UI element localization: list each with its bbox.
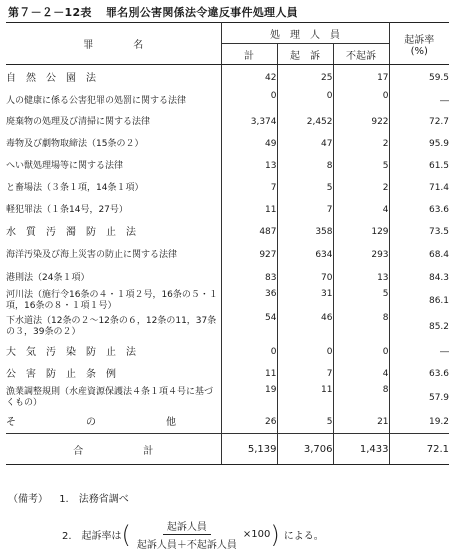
prosecuted-cell: 7 [277, 363, 333, 385]
offense-name [6, 199, 221, 221]
total-cell: 3,374 [221, 111, 277, 133]
header-row-1 [6, 23, 449, 44]
not-prosecuted-cell: 13 [333, 267, 389, 289]
total-total-cell: 5,139 [221, 434, 277, 465]
notes-label: （備考） [8, 494, 48, 505]
offense-name-text: と畜場法（３条１項，14条１項） [6, 182, 144, 193]
rate-cell: 86.1 [389, 289, 449, 313]
offense-name [6, 313, 221, 341]
offense-name-text: へい獣処理場等に関する法律 [6, 160, 124, 171]
offense-name-text: 港則法（24条１項） [6, 272, 90, 283]
table-row [6, 155, 449, 177]
prosecuted-cell: 0 [277, 341, 333, 363]
rate-cell: ― [389, 341, 449, 363]
formula-numerator: 起訴人員 [163, 518, 211, 535]
total-cell: 19 [221, 385, 277, 411]
offense-name-text: 大気汚染防止法 [6, 346, 146, 358]
prosecuted-cell: 0 [277, 91, 333, 111]
offense-name [6, 267, 221, 289]
not-prosecuted-cell: 922 [333, 111, 389, 133]
offense-name-text: 毒物及び劇物取締法（15条の２） [6, 138, 144, 149]
note-2-suffix: による。 [283, 531, 324, 542]
rate-cell: 59.5 [389, 65, 449, 92]
offense-name-text: 自然公園法 [6, 72, 106, 84]
offense-name [6, 65, 221, 92]
table-row [6, 133, 449, 155]
total-cell: 36 [221, 289, 277, 313]
offense-name-text: 軽犯罪法（１条14号，27号） [6, 204, 128, 215]
rate-formula-fraction [133, 518, 241, 551]
right-paren: ) [270, 520, 280, 549]
offense-name [6, 289, 221, 313]
offense-name-text: 下水道法（12条の２～12条の６，12条の11，37条の３，39条の２） [6, 316, 217, 337]
prosecuted-cell: 25 [277, 65, 333, 92]
offense-name [6, 177, 221, 199]
total-cell: 7 [221, 177, 277, 199]
rate-cell: 73.5 [389, 221, 449, 243]
left-paren: ( [121, 520, 131, 549]
table-row [6, 111, 449, 133]
not-prosecuted-cell: 0 [333, 91, 389, 111]
table-row [6, 199, 449, 221]
rate-cell: 85.2 [389, 313, 449, 341]
rate-cell: 63.6 [389, 363, 449, 385]
formula-denominator: 起訴人員＋不起訴人員 [136, 540, 237, 551]
offense-name [6, 91, 221, 111]
table-row [6, 313, 449, 341]
total-label: 合 計 [6, 434, 221, 465]
table-row [6, 221, 449, 243]
not-prosecuted-cell: 8 [333, 385, 389, 411]
rate-header [389, 23, 449, 65]
rate-cell: 84.3 [389, 267, 449, 289]
not-prosecuted-cell: 5 [333, 155, 389, 177]
rate-cell: 63.6 [389, 199, 449, 221]
offense-name-text: 河川法（施行令16条の４・１項２号，16条の５・１項，16条の８・１項１号） [6, 290, 218, 311]
note-1: 1. 法務省調べ [59, 494, 129, 505]
offense-name-text: 廃棄物の処理及び清掃に関する法律 [6, 116, 151, 127]
not-prosecuted-cell: 2 [333, 177, 389, 199]
total-cell: 54 [221, 313, 277, 341]
rate-cell: 19.2 [389, 411, 449, 434]
prosecuted-cell: 47 [277, 133, 333, 155]
not-prosecuted-cell: 129 [333, 221, 389, 243]
rate-cell: 71.4 [389, 177, 449, 199]
offense-name-text: 海洋汚染及び海上災害の防止に関する法律 [6, 249, 178, 260]
prosecuted-cell: 70 [277, 267, 333, 289]
table-number: 第７－２－12表 [8, 6, 92, 19]
rate-header-label: 起訴率 [404, 34, 435, 46]
not-prosecuted-cell: 293 [333, 243, 389, 267]
prosecuted-cell: 634 [277, 243, 333, 267]
note-2-prefix: 2. 起訴率は [62, 531, 122, 542]
total-cell: 927 [221, 243, 277, 267]
table-row [6, 385, 449, 411]
offense-name [6, 133, 221, 155]
total-rate-cell: 72.1 [389, 434, 449, 465]
rate-cell: ― [389, 91, 449, 111]
total-cell: 487 [221, 221, 277, 243]
prosecuted-cell: 8 [277, 155, 333, 177]
rate-cell: 57.9 [389, 385, 449, 411]
table-row [6, 65, 449, 92]
total-cell: 11 [221, 199, 277, 221]
offense-name [6, 111, 221, 133]
offense-name [6, 411, 221, 434]
not-prosecuted-cell: 17 [333, 65, 389, 92]
prosecuted-cell: 2,452 [277, 111, 333, 133]
prosecuted-cell: 11 [277, 385, 333, 411]
offense-name [6, 221, 221, 243]
total-cell: 42 [221, 65, 277, 92]
prosecuted-header: 起 訴 [277, 44, 333, 65]
prosecuted-cell: 31 [277, 289, 333, 313]
rate-cell: 95.9 [389, 133, 449, 155]
not-prosecuted-cell: 2 [333, 133, 389, 155]
prosecuted-cell: 7 [277, 199, 333, 221]
total-cell: 13 [221, 155, 277, 177]
note-1-row [8, 490, 129, 505]
note-2-row [62, 518, 324, 551]
table-body [6, 65, 449, 465]
disposition-header: 処 理 人 員 [221, 23, 389, 44]
rate-header-unit: (%) [410, 45, 428, 57]
not-prosecuted-cell: 4 [333, 363, 389, 385]
offense-header: 罪 名 [6, 23, 221, 65]
total-cell: 83 [221, 267, 277, 289]
prosecuted-cell: 46 [277, 313, 333, 341]
not-prosecuted-cell: 21 [333, 411, 389, 434]
not-prosecuted-cell: 0 [333, 341, 389, 363]
total-header: 計 [221, 44, 277, 65]
offense-disposition-table [6, 22, 449, 465]
table-title-text: 罪名別公害関係法令違反事件処理人員 [105, 6, 298, 19]
total-prosecuted-cell: 3,706 [277, 434, 333, 465]
rate-cell: 72.7 [389, 111, 449, 133]
offense-name-text: 水質汚濁防止法 [6, 226, 146, 238]
table-row [6, 177, 449, 199]
total-cell: 26 [221, 411, 277, 434]
offense-name [6, 155, 221, 177]
offense-name-text: 公害防止条例 [6, 368, 126, 380]
offense-name-text: 漁業調整規則（水産資源保護法４条１項４号に基づくもの） [6, 387, 214, 408]
total-cell: 49 [221, 133, 277, 155]
not-prosecuted-header: 不起訴 [333, 44, 389, 65]
formula-multiplier: ×100 [242, 529, 271, 540]
rate-cell: 68.4 [389, 243, 449, 267]
total-cell: 0 [221, 91, 277, 111]
not-prosecuted-cell: 8 [333, 313, 389, 341]
offense-name [6, 243, 221, 267]
total-not-prosecuted-cell: 1,433 [333, 434, 389, 465]
not-prosecuted-cell: 5 [333, 289, 389, 313]
table-row [6, 289, 449, 313]
rate-cell: 61.5 [389, 155, 449, 177]
offense-name-text: そ の 他 [6, 416, 186, 428]
offense-name [6, 363, 221, 385]
offense-name-text: 人の健康に係る公害犯罪の処罰に関する法律 [6, 95, 187, 106]
not-prosecuted-cell: 4 [333, 199, 389, 221]
table-title [8, 4, 298, 20]
prosecuted-cell: 5 [277, 411, 333, 434]
prosecuted-cell: 5 [277, 177, 333, 199]
offense-name [6, 341, 221, 363]
total-cell: 11 [221, 363, 277, 385]
table-row [6, 341, 449, 363]
total-row [6, 434, 449, 465]
prosecuted-cell: 358 [277, 221, 333, 243]
table-row [6, 411, 449, 434]
table-row [6, 243, 449, 267]
total-cell: 0 [221, 341, 277, 363]
table-row [6, 267, 449, 289]
offense-name [6, 385, 221, 411]
table-row [6, 363, 449, 385]
table-row [6, 91, 449, 111]
